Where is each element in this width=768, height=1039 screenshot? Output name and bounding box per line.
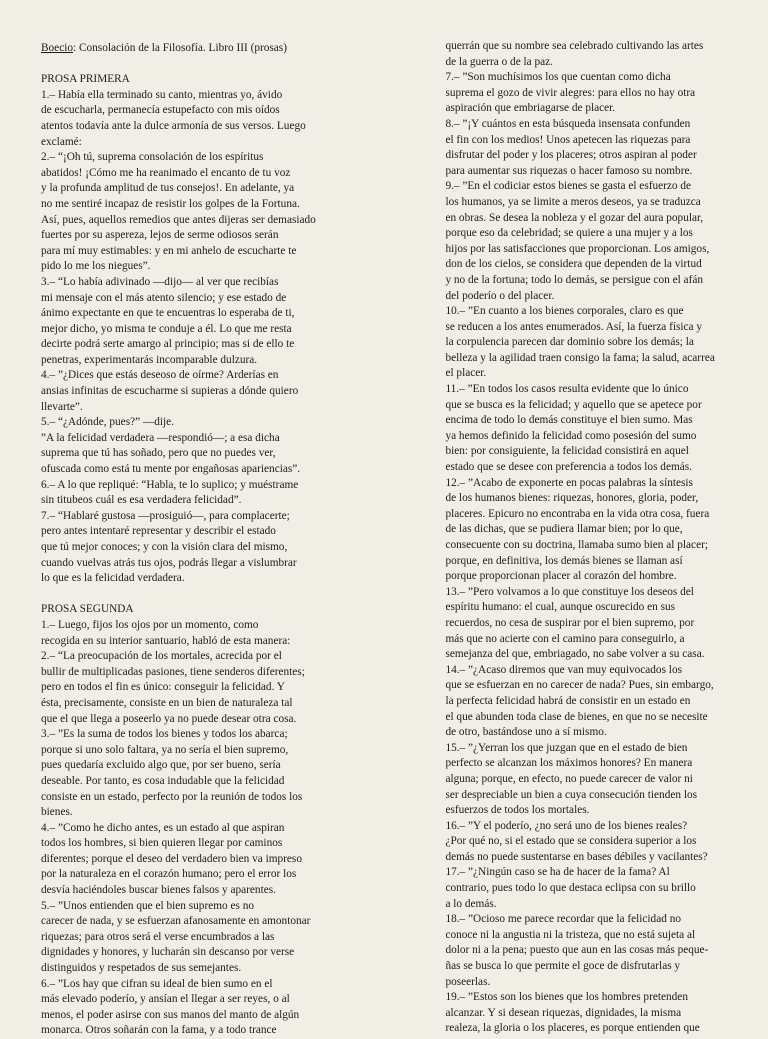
text-line: sin titubeos cuál es esa verdadera felicidad”. bbox=[41, 494, 242, 507]
text-line: exclamé: bbox=[41, 135, 82, 148]
text-line: de escucharla, permanecía estupefacto con mis oídos bbox=[41, 104, 280, 117]
text-line: semejanza del que, embriagado, no sabe volver a su casa. bbox=[445, 648, 705, 661]
text-line: 10.– ”En cuanto a los bienes corporales, claro es que bbox=[445, 305, 684, 318]
text-line: bienes. bbox=[41, 806, 73, 819]
text-line: para mí muy estimables: y en mi anhelo de escucharte te bbox=[41, 244, 297, 257]
text-line: dolor ni a la pena; puesto que aun en las cosas más peque- bbox=[445, 944, 709, 957]
left-column-text bbox=[41, 57, 394, 1039]
text-line: que se esfuerzan en no carecer de nada? Pues, sin embargo, bbox=[445, 679, 714, 692]
text-line: que tú mejor conoces; y con la visión clara del mismo, bbox=[41, 541, 288, 553]
text-line: 1.– Luego, fijos los ojos por un momento, como bbox=[41, 618, 259, 631]
text-line: Así, pues, aquellos remedios que antes dijeras ser demasiado bbox=[41, 213, 316, 226]
text-line: ofuscada como está tu mente por engañosas apariencias”. bbox=[41, 463, 301, 476]
left-column bbox=[41, 41, 394, 1037]
text-line: mejor dicho, yo misma te conduje a él. Lo que me resta bbox=[41, 322, 292, 335]
text-line: porque eso da celebridad; se quiere a una mujer y a los bbox=[445, 227, 693, 240]
text-line: bien: por consiguiente, la felicidad consistirá en aquel bbox=[445, 445, 689, 458]
text-line: 14.– ”¿Acaso diremos que van muy equivocados los bbox=[445, 663, 682, 676]
text-line: espíritu humano: el cual, aunque oscurecido en sus bbox=[445, 601, 676, 614]
text-line: 6.– ”Los hay que cifran su ideal de bien sumo en el bbox=[41, 977, 273, 990]
text-line: riquezas; para otros será el verse encumbrados a las bbox=[41, 930, 275, 943]
document-header bbox=[41, 41, 394, 57]
text-line: disfrutar del poder y los placeres; otros aspiran al poder bbox=[445, 149, 697, 162]
text-line: ansias infinitas de escucharme si supieras a dónde quiero bbox=[41, 385, 299, 398]
text-line: lo que es la felicidad verdadera. bbox=[41, 572, 185, 585]
right-column-text bbox=[445, 39, 768, 1037]
text-line: PROSA SEGUNDA bbox=[41, 603, 134, 616]
text-line: perfecto se alcanzan los máximos honores? En manera bbox=[445, 757, 693, 770]
text-line: PROSA PRIMERA bbox=[41, 73, 130, 86]
text-line: 4.– ”¿Dices que estás deseoso de oírme? Arderías en bbox=[41, 369, 279, 382]
text-line: 6.– A lo que repliqué: “Habla, te lo suplico; y muéstrame bbox=[41, 478, 299, 491]
text-line: pues quedaría excluido algo que, por ser bueno, sería bbox=[41, 759, 281, 772]
text-line: ya hemos definido la felicidad como posesión del sumo bbox=[445, 429, 697, 442]
text-line: la corpulencia parecen dar dominio sobre los demás; la bbox=[445, 336, 694, 349]
text-line: deseable. Por tanto, es cosa indudable que la felicidad bbox=[41, 774, 285, 787]
text-line: monarca. Otros soñarán con la fama, y a todo trance bbox=[41, 1024, 277, 1037]
text-line: ñas se busca lo que permite el goce de disfrutarlas y bbox=[445, 960, 681, 973]
text-line: 3.– ”Es la suma de todos los bienes y todos los abarca; bbox=[41, 728, 288, 741]
text-line: placeres. Epicuro no encontraba en la vida otra cosa, fuera bbox=[445, 507, 710, 520]
text-line: a lo demás. bbox=[445, 897, 497, 910]
text-line: suprema que tú has soñado, pero que no puedes ver, bbox=[41, 447, 276, 460]
text-line: aspiración que embriagarse de placer. bbox=[445, 102, 616, 115]
text-line: esfuerzos de todos los mortales. bbox=[445, 804, 590, 817]
text-line: poseerlas. bbox=[445, 975, 491, 988]
text-line: ésta, precisamente, consiste en un bien de naturaleza tal bbox=[41, 696, 293, 709]
text-line: alcanzar. Y si desean riquezas, dignidades, la misma bbox=[445, 1006, 682, 1019]
text-line bbox=[41, 587, 394, 603]
text-line: de la guerra o de la paz. bbox=[445, 55, 554, 68]
text-line: distinguidos y respetados de sus semejantes. bbox=[41, 962, 242, 975]
text-line: suprema el gozo de vivir alegres: para ellos no hay otra bbox=[445, 86, 696, 99]
text-line: porque proporcionan placer al corazón del hombre. bbox=[445, 570, 677, 583]
text-line: carecer de nada, y se esfuerzan afanosamente en amontonar bbox=[41, 915, 311, 928]
text-line: don de los cielos, se considera que dependen de la virtud bbox=[445, 258, 702, 271]
text-line: ánimo expectante en que te encuentras lo esperaba de ti, bbox=[41, 307, 295, 320]
text-line: en obras. Se desea la nobleza y el gozar del aura popular, bbox=[445, 211, 704, 224]
text-line: 9.– ”En el codiciar estos bienes se gasta el esfuerzo de bbox=[445, 180, 692, 193]
text-line: 15.– ”¿Yerran los que juzgan que en el estado de bien bbox=[445, 741, 688, 754]
text-line: el que abunden toda clase de bienes, en que no se necesite bbox=[445, 710, 708, 723]
text-line: 16.– ”Y el poderío, ¿no será uno de los bienes reales? bbox=[445, 819, 688, 832]
text-line: 17.– ”¿Ningún caso se ha de hacer de la fama? Al bbox=[445, 866, 670, 879]
text-line: 19.– ”Estos son los bienes que los hombres pretenden bbox=[445, 991, 688, 1004]
text-line: de las dichas, que se pudiera llamar bien; por lo que, bbox=[445, 523, 683, 536]
text-line: conoce ni la angustia ni la tristeza, que no está sujeta al bbox=[445, 928, 696, 941]
right-column bbox=[445, 39, 768, 1035]
text-line: belleza y la agilidad traen consigo la fama; la salud, acarrea bbox=[445, 351, 715, 364]
text-line: dignidades y honores, y lucharán sin descanso por verse bbox=[41, 946, 295, 959]
text-line: recuerdos, no cesa de suspirar por el bien supremo, por bbox=[445, 616, 695, 629]
text-line: 11.– ”En todos los casos resulta evidente que lo único bbox=[445, 383, 689, 396]
text-line: recogida en su interior santuario, habló de esta manera: bbox=[41, 634, 291, 647]
text-line: abatidos! ¡Cómo me ha reanimado el encanto de tu voz bbox=[41, 166, 291, 179]
text-line: 1.– Había ella terminado su canto, mientras yo, ávido bbox=[41, 88, 283, 101]
text-line: el placer. bbox=[445, 367, 487, 380]
text-line: se reducen a los antes enumerados. Así, la fuerza física y bbox=[445, 320, 703, 333]
author-name: Boecio bbox=[41, 42, 73, 54]
text-line: 13.– ”Pero volvamos a lo que constituye los deseos del bbox=[445, 585, 694, 598]
text-line: pido lo me los niegues”. bbox=[41, 260, 151, 273]
text-line: decirte podrá serte amargo al principio; mas si de ello te bbox=[41, 338, 295, 351]
text-line: realeza, la gloria o los placeres, es porque entienden que bbox=[445, 1022, 700, 1035]
text-line: ser despreciable un bien a cuya consecución tienden los bbox=[445, 788, 698, 801]
text-line: y no de la fortuna; todo lo demás, se persigue con el afán bbox=[445, 273, 703, 286]
text-line: no me sentiré incapaz de resistir los golpes de la Fortuna. bbox=[41, 197, 300, 210]
text-line: para aumentar sus riquezas o hacer famoso su nombre. bbox=[445, 164, 693, 177]
text-line: 12.– ”Acabo de exponerte en pocas palabras la síntesis bbox=[445, 476, 693, 489]
text-line: 7.– ”Son muchísimos los que cuentan como dicha bbox=[445, 71, 671, 84]
text-line: desvía haciéndoles buscar bienes falsos y aparentes. bbox=[41, 884, 276, 897]
text-line: 8.– ”¡Y cuántos en esta búsqueda insensata confunden bbox=[445, 117, 691, 130]
text-line: mi mensaje con el más atento silencio; y ese estado de bbox=[41, 291, 287, 304]
text-line: atentos todavía ante la dulce armonía de sus versos. Luego bbox=[41, 119, 306, 132]
text-line: por la naturaleza en el corazón humano; pero el error los bbox=[41, 868, 297, 881]
text-line: alguna; porque, en efecto, no puede carecer de valor ni bbox=[445, 772, 693, 785]
text-line: 18.– ”Ocioso me parece recordar que la felicidad no bbox=[445, 913, 681, 926]
text-line: querrán que su nombre sea celebrado cultivando las artes bbox=[445, 40, 704, 52]
text-line: más que no acierte con el camino para conseguirlo, a bbox=[445, 632, 685, 645]
text-line: cuando vuelvas atrás tus ojos, podrás llegar a vislumbrar bbox=[41, 556, 297, 569]
text-line: ¿Por qué no, si el estado que se considera superior a los bbox=[445, 835, 697, 848]
text-line: que se busca es la felicidad; y aquello que se apetece por bbox=[445, 398, 702, 411]
text-line: de los humanos bienes: riquezas, honores, gloria, poder, bbox=[445, 492, 699, 505]
text-line: consecuente con su doctrina, llamaba sumo bien al placer; bbox=[445, 539, 708, 551]
text-line: de otro, bastándose uno a sí mismo. bbox=[445, 726, 607, 739]
text-line: 7.– “Hablaré gustosa —prosiguió—, para complacerte; bbox=[41, 509, 290, 522]
text-line: porque si uno solo faltara, ya no sería el bien supremo, bbox=[41, 743, 289, 756]
text-line: estado que se desee con preferencia a todos los demás. bbox=[445, 461, 692, 474]
text-line: del poderío o del placer. bbox=[445, 289, 555, 302]
text-line: porque, en definitiva, los demás bienes se llaman así bbox=[445, 554, 683, 567]
header-title: : Consolación de la Filosofía. Libro III (prosas) bbox=[73, 42, 287, 54]
text-line: que el que llega a poseerlo ya no puede desear otra cosa. bbox=[41, 712, 297, 725]
text-line: llevarte”. bbox=[41, 400, 83, 413]
text-line: hijos por las satisfacciones que proporcionan. Los amigos, bbox=[445, 242, 710, 255]
text-line: los humanos, ya se limite a meros deseos, ya se traduzca bbox=[445, 195, 701, 208]
text-line: 3.– “Lo había adivinado —dijo— al ver que recibías bbox=[41, 275, 279, 288]
text-line bbox=[41, 57, 394, 73]
text-line: 2.– “¡Oh tú, suprema consolación de los espíritus bbox=[41, 151, 264, 164]
text-line: la perfecta felicidad habrá de consistir en un estado en bbox=[445, 694, 691, 707]
text-line: pero antes intentaré representar y describir el estado bbox=[41, 525, 276, 538]
text-line: 5.– “¿Adónde, pues?” —dije. bbox=[41, 416, 175, 429]
text-line: contrario, pues todo lo que destaca eclipsa con su brillo bbox=[445, 882, 696, 895]
text-line: penetras, experimentarás incomparable dulzura. bbox=[41, 353, 258, 366]
text-line: el fin con los medios! Unos apetecen las riquezas para bbox=[445, 133, 691, 146]
text-line: demás no puede sustentarse en bases débiles y vacilantes? bbox=[445, 850, 708, 863]
text-line: encima de todo lo demás constituye el bien sumo. Mas bbox=[445, 414, 693, 427]
text-line: diferentes; porque el deseo del verdadero bien va impreso bbox=[41, 852, 302, 865]
text-line: menos, el poder asirse con sus manos del manto de algún bbox=[41, 1008, 300, 1021]
text-line: bullir de multiplicadas pasiones, tiene senderos diferentes; bbox=[41, 665, 305, 678]
text-line: ”A la felicidad verdadera —respondió—; a esa dicha bbox=[41, 431, 280, 444]
text-line: más elevado poderío, y ansían el llegar a ser reyes, o al bbox=[41, 993, 290, 1006]
text-line: 5.– ”Unos entienden que el bien supremo es no bbox=[41, 899, 255, 912]
text-line: consiste en un estado, perfecto por la reunión de todos los bbox=[41, 790, 303, 803]
text-line: pero en todos el fin es único: conseguir la felicidad. Y bbox=[41, 681, 285, 694]
text-line: y la profunda amplitud de tus consejos!. En adelante, ya bbox=[41, 182, 295, 195]
text-line: fuertes por su aspereza, lejos de serme odiosos serán bbox=[41, 229, 279, 242]
text-line: todos los hombres, si bien quieren llegar por caminos bbox=[41, 837, 283, 850]
text-line: 2.– “La preocupación de los mortales, acrecida por el bbox=[41, 650, 282, 663]
text-line: 4.– ”Como he dicho antes, es un estado al que aspiran bbox=[41, 821, 285, 834]
